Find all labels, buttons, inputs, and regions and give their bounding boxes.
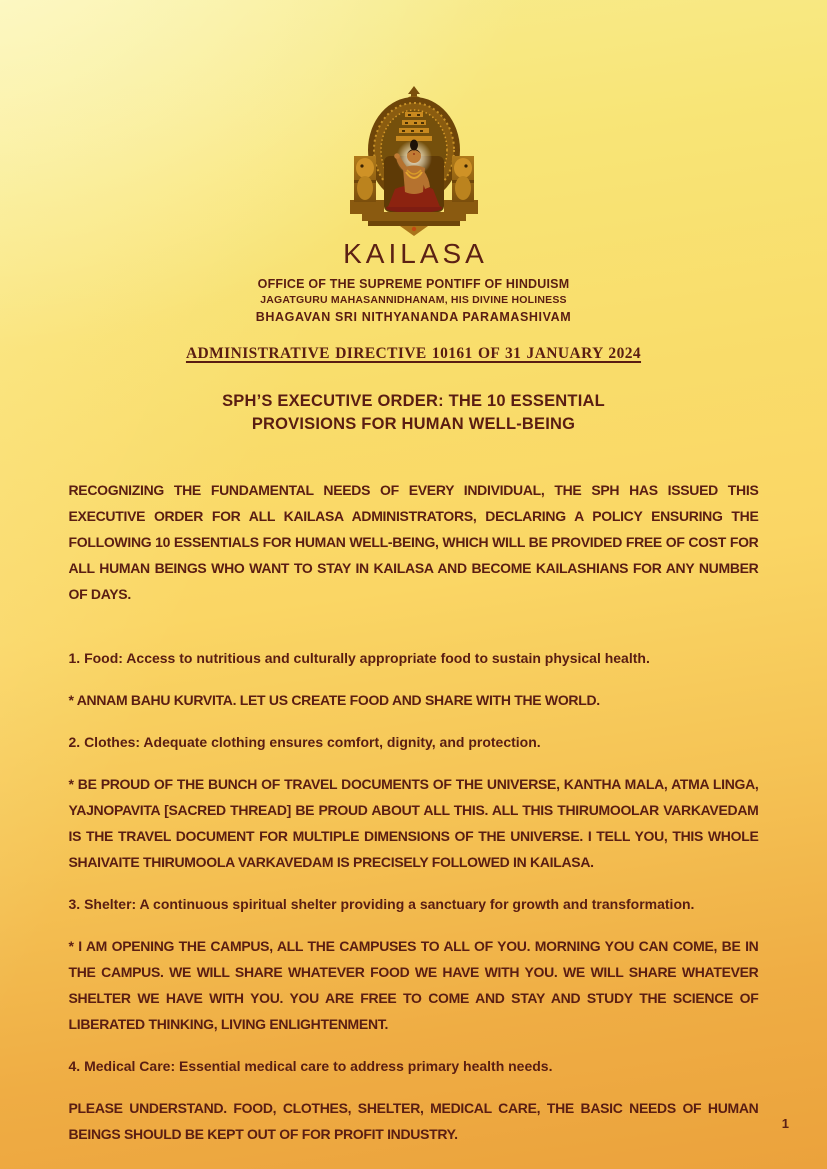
document-body xyxy=(69,477,759,1147)
executive-order-title xyxy=(0,390,827,436)
executive-order-title-line1: SPH’S EXECUTIVE ORDER: THE 10 ESSENTIAL xyxy=(222,392,605,410)
kailasa-deity-emblem-icon xyxy=(348,84,480,236)
document-header xyxy=(0,84,827,436)
closing-paragraph: PLEASE UNDERSTAND. FOOD, CLOTHES, SHELTER, MEDICAL CARE, THE BASIC NEEDS OF HUMAN BEINGS SHOULD BE KEPT OUT OF FOR PROFIT INDUSTRY. xyxy=(68,1100,759,1142)
quote-annam-bahu-kurvita: * ANNAM BAHU KURVITA. LET US CREATE FOOD AND SHARE WITH THE WORLD. xyxy=(68,692,600,708)
quote-opening-campus: * I AM OPENING THE CAMPUS, ALL THE CAMPUSES TO ALL OF YOU. MORNING YOU CAN COME, BE IN THE CAMPUS. WE WILL SHARE WHATEVER FOOD WE HAVE WITH YOU. WE WILL SHARE WHATEVER SHELTER WE HAVE WITH YOU. YOU ARE FREE TO COME AND STAY AND STUDY THE SCIENCE OF LIBERATED THINKING, LIVING ENLIGHTENMENT. xyxy=(68,938,759,1032)
org-title: KAILASA xyxy=(343,238,488,269)
page-number: 1 xyxy=(781,1116,789,1131)
directive-title: ADMINISTRATIVE DIRECTIVE 10161 OF 31 JANUARY 2024 xyxy=(185,345,642,362)
list-item-clothes: 2. Clothes: Adequate clothing ensures comfort, dignity, and protection. xyxy=(68,734,541,750)
list-item-medical-care: 4. Medical Care: Essential medical care to address primary health needs. xyxy=(68,1058,553,1074)
list-item-shelter: 3. Shelter: A continuous spiritual shelter providing a sanctuary for growth and transformation. xyxy=(68,896,695,912)
office-subtitle-line1: OFFICE OF THE SUPREME PONTIFF OF HINDUISM xyxy=(257,277,570,291)
quote-travel-documents: * BE PROUD OF THE BUNCH OF TRAVEL DOCUMENTS OF THE UNIVERSE, KANTHA MALA, ATMA LINGA, YAJNOPAVITA [SACRED THREAD] BE PROUD ABOUT ALL THIS. ALL THIS THIRUMOOLAR VARKAVEDAM IS THE TRAVEL DOCUMENT FOR MULTIPLE DIMENSIONS OF THE UNIVERSE. I TELL YOU, THIS WHOLE SHAIVAITE THIRUMOOLA VARKAVEDAM IS PRECISELY FOLLOWED IN KAILASA. xyxy=(68,776,759,870)
executive-order-title-line2: PROVISIONS FOR HUMAN WELL-BEING xyxy=(251,415,576,433)
list-item-food: 1. Food: Access to nutritious and culturally appropriate food to sustain physical health. xyxy=(68,650,650,666)
office-subtitle-line3: BHAGAVAN SRI NITHYANANDA PARAMASHIVAM xyxy=(255,310,572,324)
intro-paragraph: RECOGNIZING THE FUNDAMENTAL NEEDS OF EVERY INDIVIDUAL, THE SPH HAS ISSUED THIS EXECUTIVE ORDER FOR ALL KAILASA ADMINISTRATORS, DECLARING A POLICY ENSURING THE FOLLOWING 10 ESSENTIALS FOR HUMAN WELL-BEING, WHICH WILL BE PROVIDED FREE OF COST FOR ALL HUMAN BEINGS WHO WANT TO STAY IN KAILASA AND BECOME KAILASHIANS FOR ANY NUMBER OF DAYS. xyxy=(68,482,759,602)
office-subtitle-line2: JAGATGURU MAHASANNIDHANAM, HIS DIVINE HOLINESS xyxy=(260,294,567,306)
